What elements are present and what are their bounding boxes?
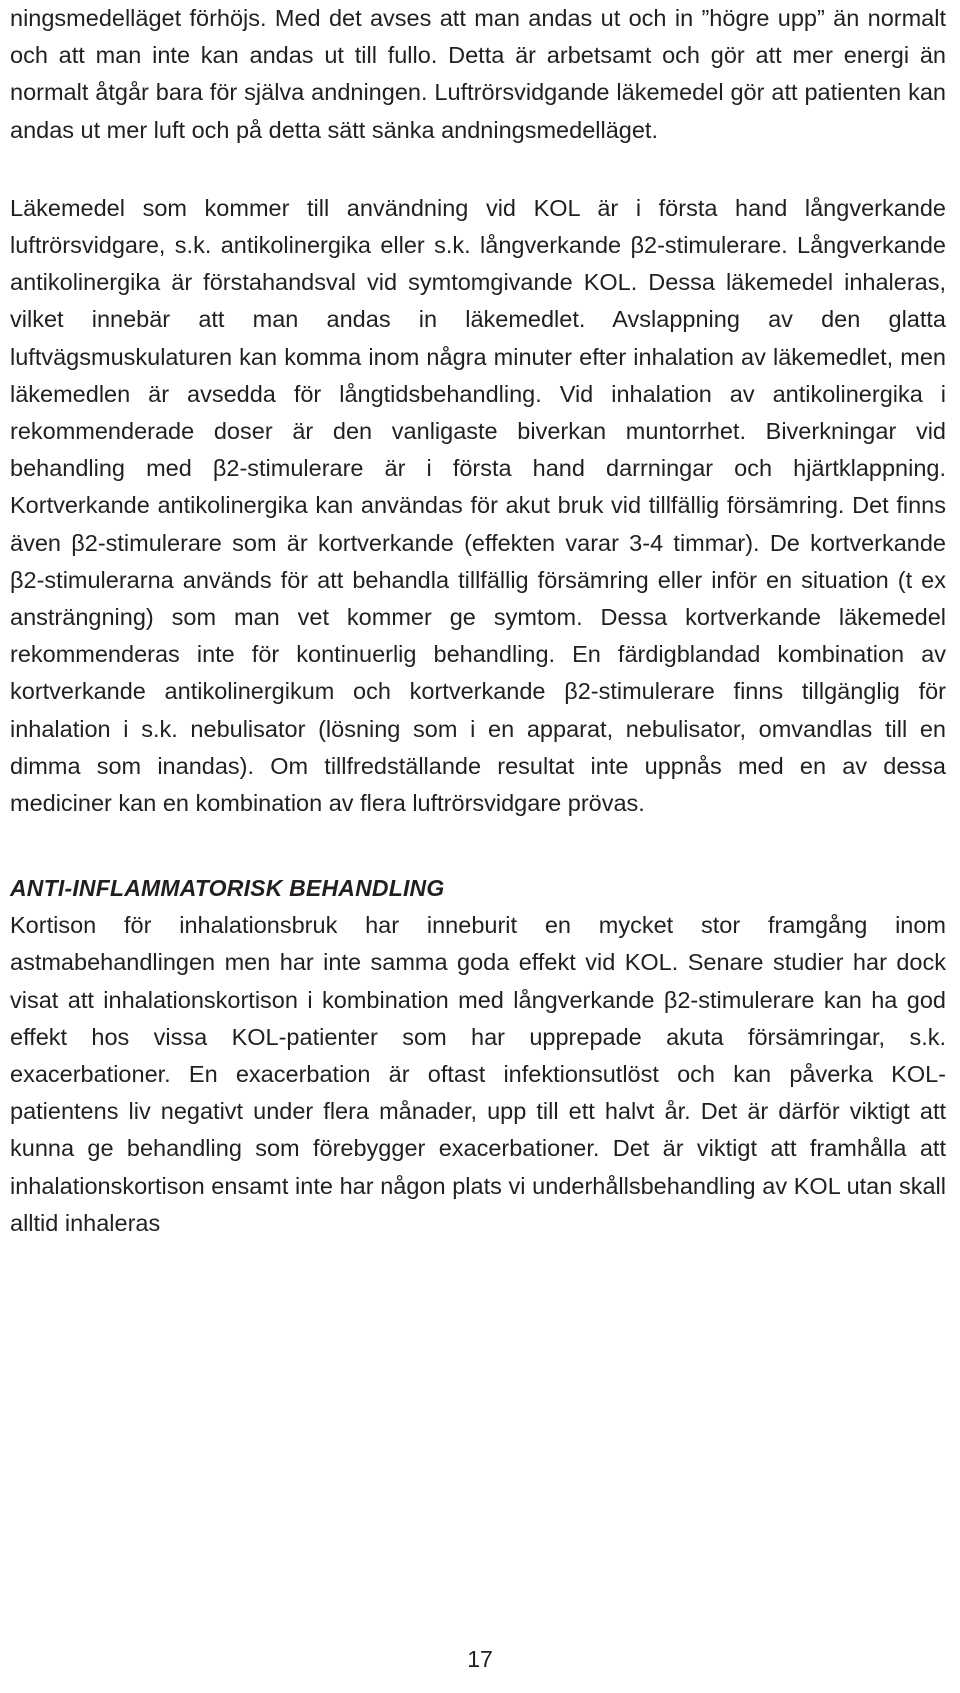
document-page [10, 0, 946, 1242]
body-paragraph-airway-dilation: ningsmedelläget förhöjs. Med det avses att man andas ut och in ”högre upp” än normalt och att man inte kan andas ut till fullo. Detta är arbetsamt och gör att mer energi än normalt åtgår bara för själva andningen. Luftrörsvidgande läkemedel gör att patienten kan andas ut mer luft och på detta sätt sänka andningsmedelläget. [10, 5, 946, 143]
body-paragraph-kol-medication: Läkemedel som kommer till användning vid KOL är i första hand långverkande luftrörsvidgare, s.k. antikolinergika eller s.k. långverkande β2-stimulerare. Långverkande antikolinergika är förstahandsval vid symtomgivande KOL. Dessa läkemedel inhaleras, vilket innebär att man andas in läkemedlet. Avslappning av den glatta luftvägsmuskulaturen kan komma inom några minuter efter inhalation av läkemedlet, men läkemedlen är avsedda för långtidsbehandling. Vid inhalation av antikolinergika i rekommenderade doser är den vanligaste biverkan muntorrhet. Biverkningar vid behandling med β2-stimulerare är i första hand darrningar och hjärtklappning. Kortverkande antikolinergika kan användas för akut bruk vid tillfällig försämring. Det finns även β2-stimulerare som är kortverkande (effekten varar 3-4 timmar). De kortverkande β2-stimulerarna används för att behandla tillfällig försämring eller inför en situation (t ex ansträngning) som man vet kommer ge symtom. Dessa kortverkande läkemedel rekommenderas inte för kontinuerlig behandling. En färdigblandad kombination av kortverkande antikolinergikum och kortverkande β2-stimulerare finns tillgänglig för inhalation i s.k. nebulisator (lösning som i en apparat, nebulisator, omvandlas till en dimma som inandas). Om tillfredställande resultat inte uppnås med en av dessa mediciner kan en kombination av flera luftrörsvidgare prövas. [10, 194, 946, 817]
page-number: 17 [467, 1646, 493, 1672]
section-heading-anti-inflammatory: ANTI-INFLAMMATORISK BEHANDLING [10, 875, 445, 902]
body-paragraph-cortisone: Kortison för inhalationsbruk har inneburit en mycket stor framgång inom astmabehandlingen men har inte samma goda effekt vid KOL. Senare studier har dock visat att inhalationskortison i kombination med långverkande β2-stimulerare kan ha god effekt hos vissa KOL-patienter som har upprepade akuta försämringar, s.k. exacerbationer. En exacerbation är oftast infektionsutlöst och kan påverka KOL-patientens liv negativt under flera månader, upp till ett halvt år. Det är därför viktigt att kunna ge behandling som förebygger exacerbationer. Det är viktigt att framhålla att inhalationskortison ensamt inte har någon plats vi underhållsbehandling av KOL utan skall alltid inhaleras [10, 912, 946, 1236]
